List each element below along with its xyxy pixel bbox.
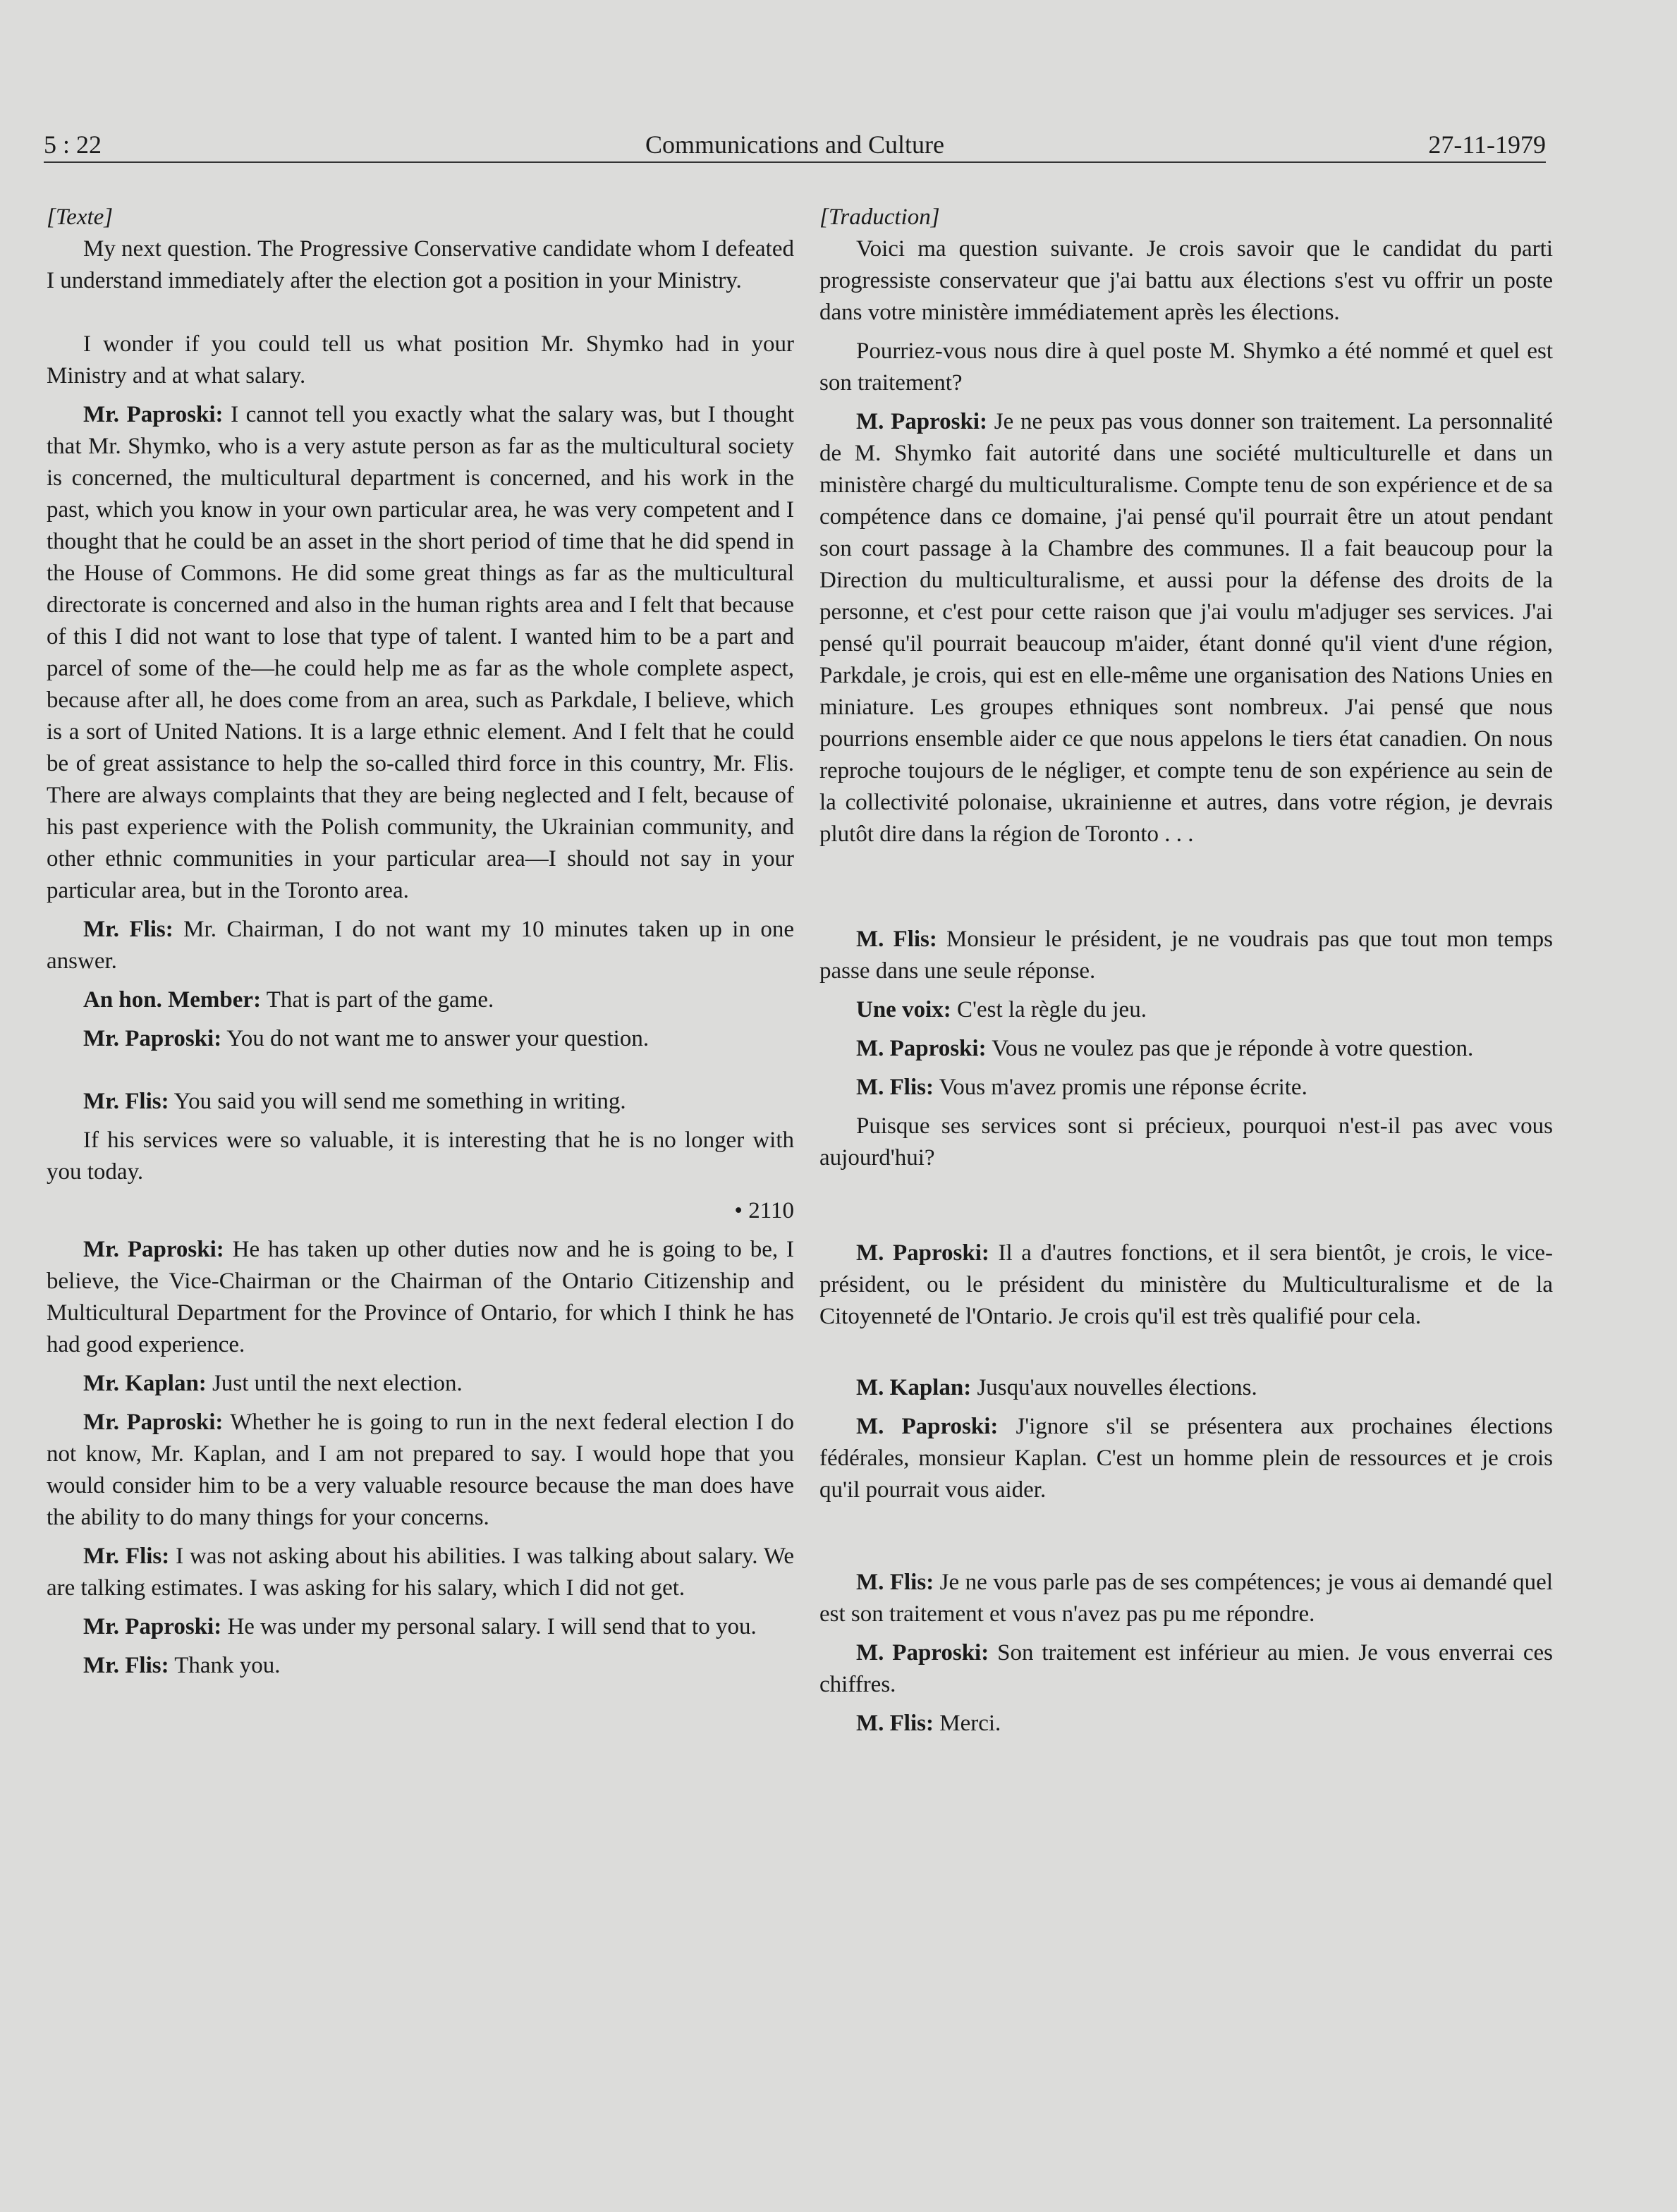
speaker-name: M. Paproski:: [856, 1414, 999, 1439]
paragraph: [47, 1234, 794, 1361]
speech-text: J'ignore s'il se présentera aux prochaines élections fédérales, monsieur Kaplan. C'est un homme plein de ressources et je crois qu'il pourrait vous aider.: [819, 1414, 1554, 1503]
paragraph: [819, 1411, 1553, 1506]
paragraph: [47, 1650, 794, 1682]
paragraph: [819, 1033, 1553, 1065]
paragraph: [47, 1086, 794, 1118]
speech-text: Je ne peux pas vous donner son traitement. La personnalité de M. Shymko fait autorité dans une société multiculturelle et dans un ministère chargé du multiculturalisme. Compte tenu de son expérience et de sa compétence dans ce domaine, j'ai pensé qu'il pourrait être un atout pendant son court passage à la Chambre des communes. Il a fait beaucoup pour la Direction du multiculturalisme, et aussi pour la défense des droits de la personne, et c'est pour cette raison que j'ai voulu m'adjuger ses services. J'ai pensé qu'il pourrait beaucoup m'aider, étant donné qu'il vient d'une région, Parkdale, je crois, qui est en elle-même une organisation des Nations Unies en miniature. Les groupes ethniques sont nombreux. J'ai pensé que nous pourrions ensemble aider ce que nous appelons le tiers état canadien. On nous reproche toujours de le négliger, et compte tenu de son expérience au sein de la collectivité polonaise, ukrainienne et autres, dans votre région, je devrais plutôt dire dans la région de Toronto . . .: [819, 409, 1554, 847]
paragraph: [47, 1611, 794, 1643]
paragraph: [47, 1407, 794, 1534]
text-tag: [Traduction]: [819, 204, 940, 230]
speaker-name: M. Flis:: [856, 927, 937, 952]
speech-text: C'est la règle du jeu.: [951, 997, 1147, 1022]
english-column: [47, 202, 794, 1682]
speech-text: Je ne vous parle pas de ses compétences; je vous ai demandé quel est son traitement et vous n'avez pas pu me répondre.: [819, 1570, 1553, 1627]
speech-text: That is part of the game.: [261, 987, 494, 1013]
page-reference: 5 : 22: [44, 130, 102, 159]
speech-text: Vous ne voulez pas que je réponde à votre question.: [986, 1036, 1474, 1061]
paragraph: [819, 994, 1553, 1026]
speech-text: Whether he is going to run in the next federal election I do not know, Mr. Kaplan, and I am not prepared to say. I would hope that you would consider him to be a very valuable resource because the man does have the ability to do many things for your concerns.: [47, 1410, 795, 1530]
paragraph: [47, 914, 794, 977]
speaker-name: M. Paproski:: [856, 1240, 989, 1266]
paragraph: Pourriez-vous nous dire à quel poste M. Shymko a été nommé et quel est son traitement?: [819, 338, 1553, 396]
speaker-name: Mr. Paproski:: [83, 1026, 222, 1051]
paragraph: [819, 1372, 1553, 1404]
speech-text: You do not want me to answer your question.: [221, 1026, 650, 1051]
speaker-name: M. Flis:: [856, 1711, 934, 1736]
speech-text: Jusqu'aux nouvelles élections.: [971, 1375, 1257, 1400]
speaker-name: M. Kaplan:: [856, 1375, 972, 1400]
speech-text: Merci.: [933, 1711, 1001, 1736]
paragraph: [47, 1541, 794, 1604]
paragraph: [819, 1708, 1553, 1740]
paragraph: [47, 1368, 794, 1400]
paragraph: If his services were so valuable, it is interesting that he is no longer with you today.: [47, 1128, 794, 1185]
paragraph: [47, 984, 794, 1016]
header-rule: [44, 161, 1546, 163]
speaker-name: Mr. Flis:: [83, 1089, 169, 1114]
paragraph: [47, 399, 794, 907]
committee-title: Communications and Culture: [645, 130, 944, 159]
paragraph: [47, 1023, 794, 1055]
speech-text: Son traitement est inférieur au mien. Je vous enverrai ces chiffres.: [819, 1640, 1554, 1697]
speech-text: He has taken up other duties now and he is going to be, I believe, the Vice-Chairman or the Chairman of the Ontario Citizenship and Multicultural Department for the Province of Ontario, for which I think he has had good experience.: [47, 1237, 794, 1357]
speaker-name: An hon. Member:: [83, 987, 262, 1013]
time-marker: • 2110: [734, 1198, 794, 1223]
paragraph: [819, 1567, 1553, 1630]
paragraph: [819, 924, 1553, 987]
paragraph: My next question. The Progressive Conservative candidate whom I defeated I understand immediately after the election got a position in your Ministry.: [47, 236, 794, 293]
paragraph: I wonder if you could tell us what position Mr. Shymko had in your Ministry and at what salary.: [47, 331, 794, 389]
page-header: [44, 120, 1546, 159]
speaker-name: M. Paproski:: [856, 409, 988, 434]
text-tag: [Texte]: [47, 204, 114, 230]
speaker-name: M. Paproski:: [856, 1640, 989, 1666]
speech-text: Thank you.: [169, 1653, 281, 1678]
paragraph: [819, 1238, 1553, 1333]
speech-text: Just until the next election.: [206, 1371, 463, 1396]
speaker-name: Une voix:: [856, 997, 951, 1022]
paragraph: Voici ma question suivante. Je crois savoir que le candidat du parti progressiste conservateur que j'ai battu aux élections s'est vu offrir un poste dans votre ministère immédiatement après les élections.: [819, 236, 1553, 325]
speaker-name: Mr. Flis:: [83, 1653, 169, 1678]
speaker-name: M. Paproski:: [856, 1036, 987, 1061]
speech-text: He was under my personal salary. I will send that to you.: [221, 1614, 757, 1639]
paragraph: [819, 1637, 1553, 1701]
speaker-name: Mr. Paproski:: [83, 1614, 222, 1639]
speaker-name: Mr. Paproski:: [83, 402, 224, 427]
speaker-name: M. Flis:: [856, 1570, 934, 1595]
speech-text: Monsieur le président, je ne voudrais pas que tout mon temps passe dans une seule réponse.: [819, 927, 1553, 984]
speaker-name: Mr. Paproski:: [83, 1237, 224, 1262]
speech-text: Vous m'avez promis une réponse écrite.: [933, 1075, 1307, 1100]
speech-text: I was not asking about his abilities. I was talking about salary. We are talking estimates. I was asking for his salary, which I did not get.: [47, 1544, 794, 1601]
paragraph: [819, 406, 1553, 850]
speaker-name: Mr. Paproski:: [83, 1410, 224, 1435]
speaker-name: Mr. Kaplan:: [83, 1371, 207, 1396]
speech-text: Mr. Chairman, I do not want my 10 minutes taken up in one answer.: [47, 917, 795, 974]
french-column: [819, 202, 1553, 1740]
paragraph: [819, 1072, 1553, 1104]
paragraph: Puisque ses services sont si précieux, pourquoi n'est-il pas avec vous aujourd'hui?: [819, 1113, 1553, 1171]
speech-text: Il a d'autres fonctions, et il sera bientôt, je crois, le vice-président, ou le président du ministère du Multiculturalisme et de la Citoyenneté de l'Ontario. Je crois qu'il est très qualifié pour cela.: [819, 1240, 1553, 1329]
speech-text: You said you will send me something in writing.: [169, 1089, 626, 1114]
sitting-date: 27-11-1979: [1428, 130, 1546, 159]
speech-text: I cannot tell you exactly what the salary was, but I thought that Mr. Shymko, who is a very astute person as far as the multicultural society is concerned, the multicultural department is concerned, and his work in the past, which you know in your own particular area, he was very competent and I thought that he could be an asset in the short period of time that he did spend in the House of Commons. He did some great things as far as the multicultural directorate is concerned and also in the human rights area and I felt that because of this I did not want to lose that type of talent. I wanted him to be a part and parcel of some of the—he could help me as far as the whole complete aspect, because after all, he does come from an area, such as Parkdale, I believe, which is a sort of United Nations. It is a large ethnic element. And I felt that he could be of great assistance to help the so-called third force in this country, Mr. Flis. There are always complaints that they are being neglected and I felt, because of his past experience with the Polish community, the Ukrainian community, and other ethnic communities in your particular area—I should not say in your particular area, but in the Toronto area.: [47, 402, 794, 903]
speaker-name: Mr. Flis:: [83, 1544, 170, 1569]
speaker-name: Mr. Flis:: [83, 917, 173, 942]
speaker-name: M. Flis:: [856, 1075, 934, 1100]
